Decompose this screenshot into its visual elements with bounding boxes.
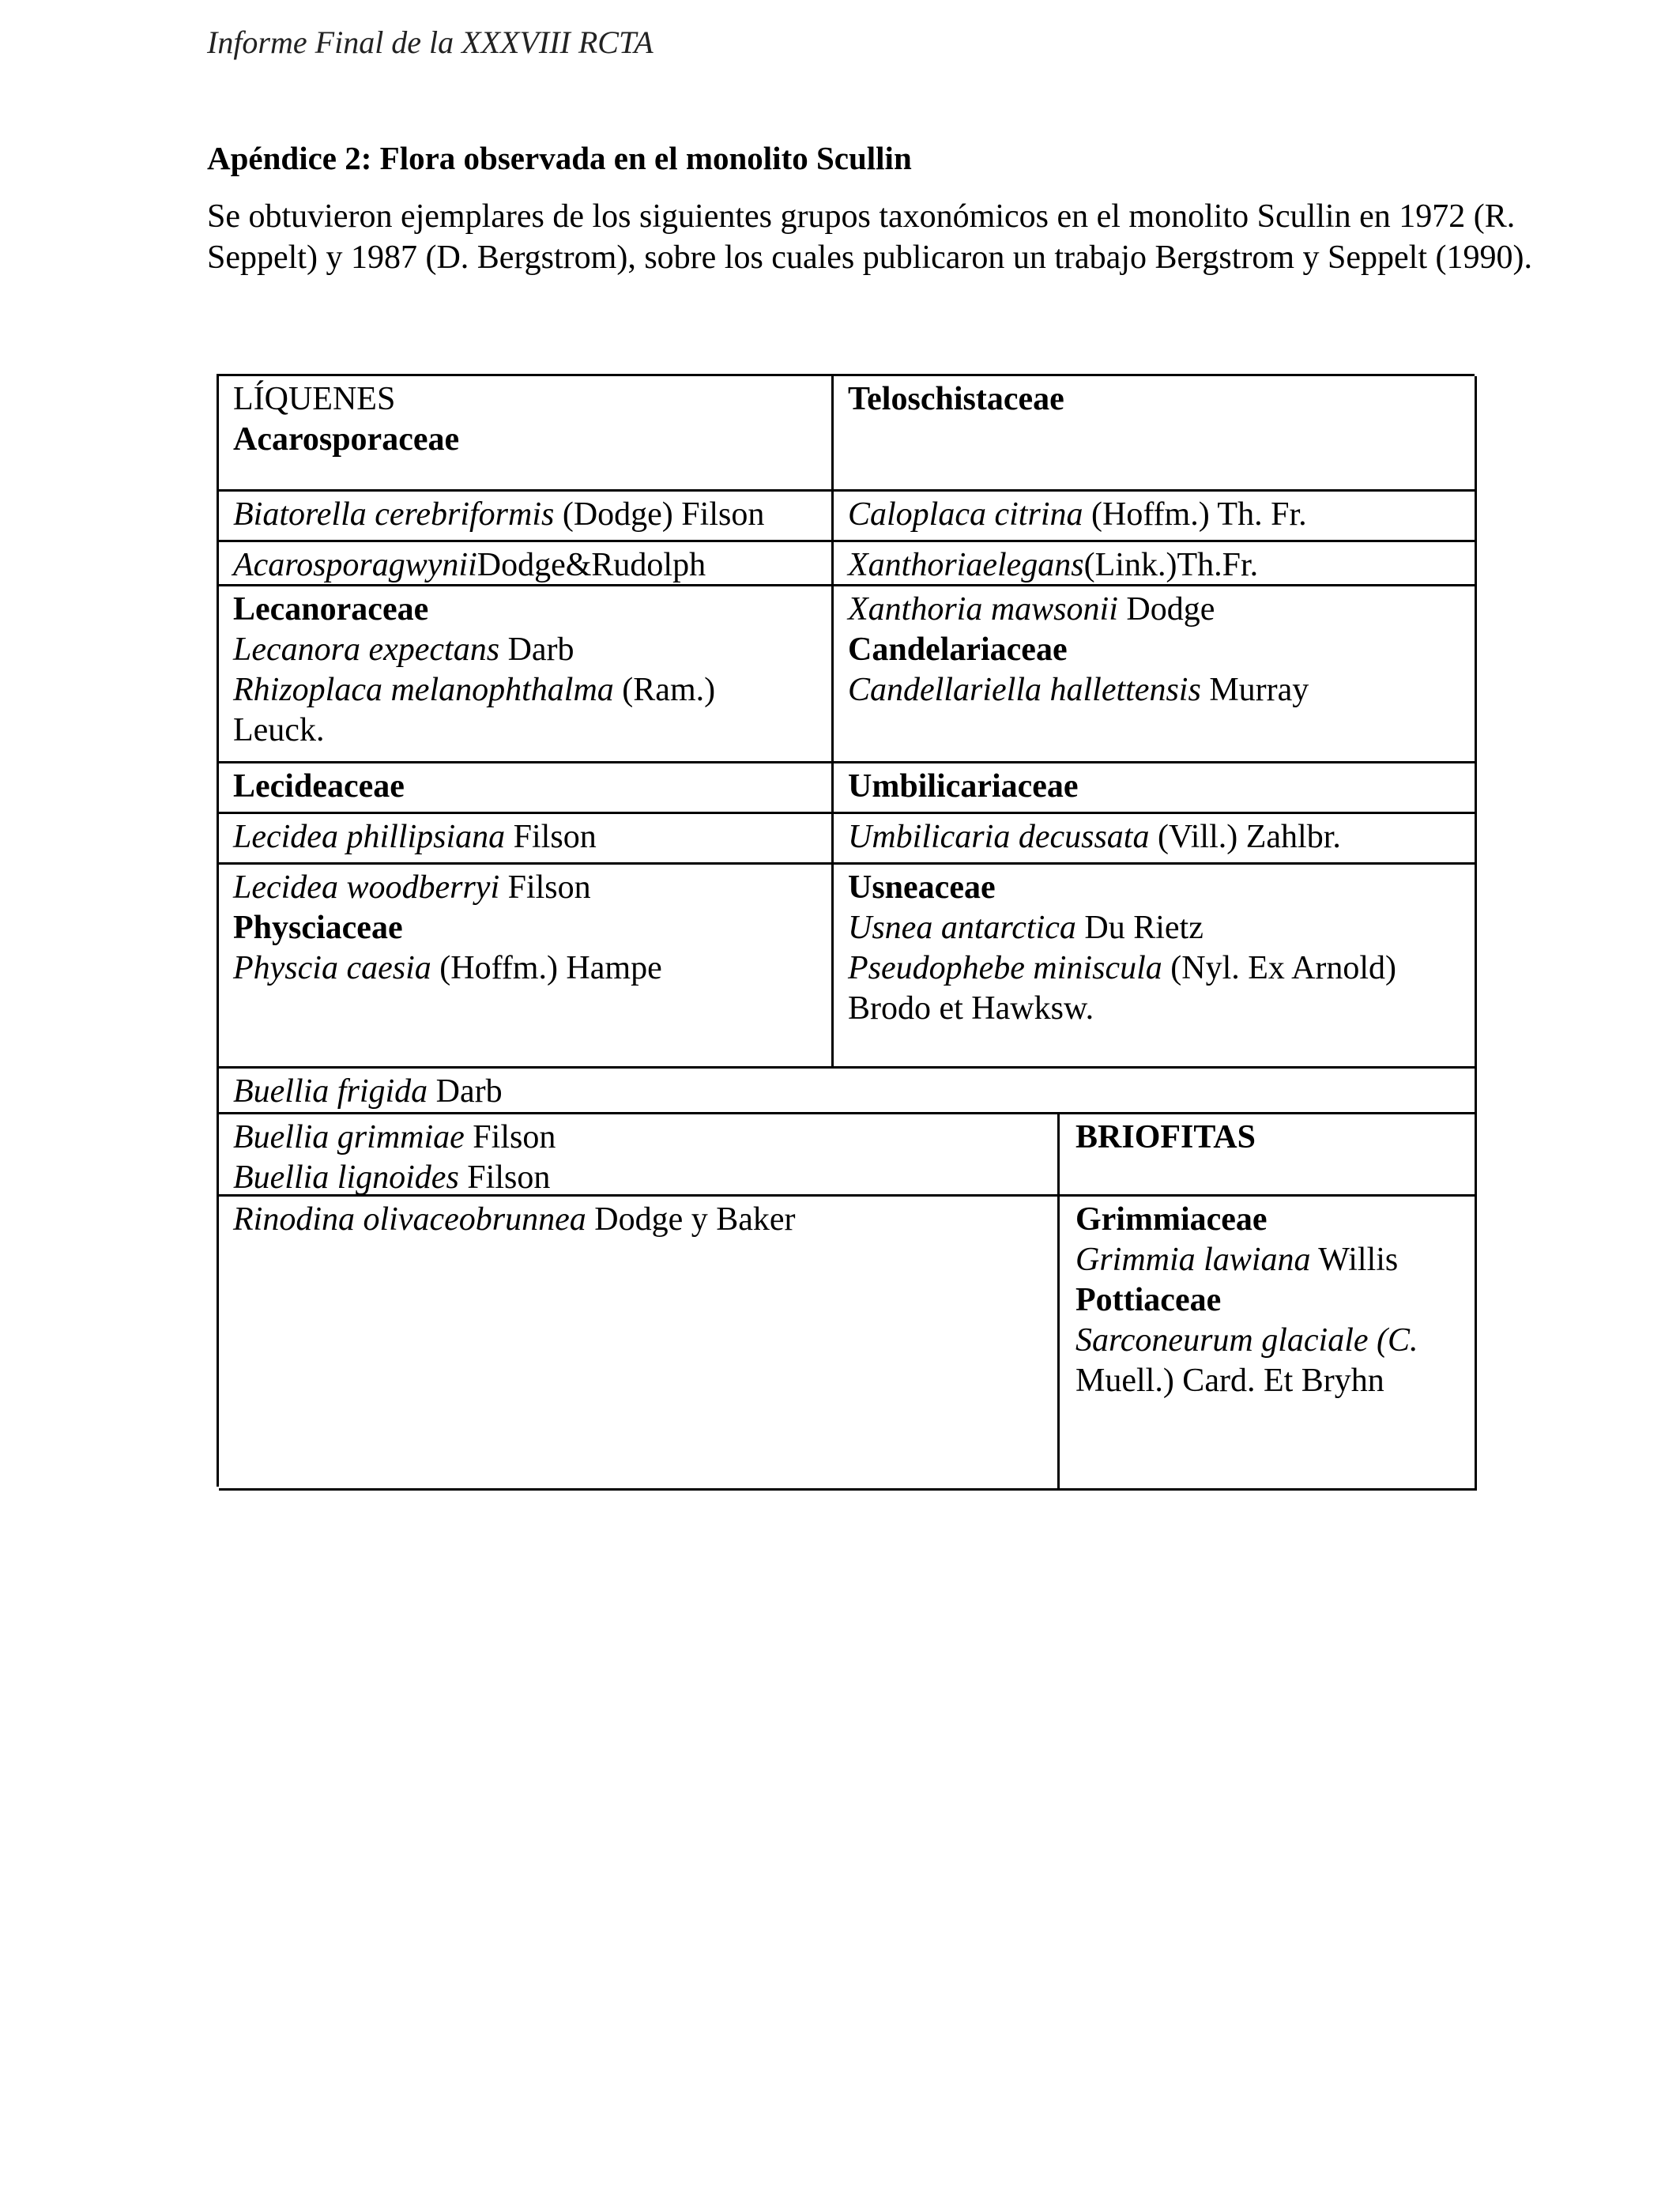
section-heading-briofitas: BRIOFITAS bbox=[1075, 1119, 1256, 1155]
family-name: Lecanoraceae bbox=[233, 591, 429, 628]
table-cell bbox=[219, 1114, 1060, 1197]
table-cell bbox=[834, 865, 1477, 1069]
species-author-continued: Brodo et Hawksw. bbox=[848, 990, 1094, 1027]
species-name: Biatorella cerebriformis bbox=[233, 496, 555, 533]
species-name: Acarosporagwynii bbox=[233, 547, 477, 583]
species-name: Grimmia lawiana bbox=[1075, 1242, 1311, 1278]
table-cell bbox=[219, 542, 834, 586]
family-name: Grimmiaceae bbox=[1075, 1201, 1268, 1238]
table-cell bbox=[834, 492, 1477, 542]
family-name: Umbilicariaceae bbox=[848, 768, 1079, 805]
table-cell bbox=[219, 376, 834, 492]
species-author: Dodge&Rudolph bbox=[477, 547, 706, 583]
species-name: Buellia frigida bbox=[233, 1073, 428, 1110]
species-name: Buellia lignoides bbox=[233, 1159, 459, 1196]
species-name: Rinodina olivaceobrunnea bbox=[233, 1201, 586, 1238]
species-entry bbox=[233, 948, 817, 989]
species-author: Darb bbox=[428, 1073, 503, 1110]
species-name: Rhizoplaca melanophthalma bbox=[233, 672, 614, 708]
species-entry bbox=[848, 545, 1460, 586]
species-entry bbox=[848, 590, 1460, 630]
species-author: (Ram.) bbox=[613, 672, 716, 708]
species-name: Lecanora expectans bbox=[233, 631, 500, 668]
species-author: Du Rietz bbox=[1075, 910, 1203, 946]
species-name: Lecidea woodberryi bbox=[233, 869, 500, 906]
species-entry bbox=[848, 495, 1460, 535]
species-entry bbox=[848, 670, 1460, 711]
species-author: (Link.)Th.Fr. bbox=[1083, 547, 1259, 583]
species-author: Darb bbox=[499, 631, 574, 668]
species-entry bbox=[848, 817, 1460, 858]
table-cell bbox=[219, 865, 834, 1069]
species-author: (Vill.) Zahlbr. bbox=[1149, 819, 1341, 855]
species-name: Buellia grimmiae bbox=[233, 1119, 465, 1155]
family-name: Usneaceae bbox=[848, 869, 996, 906]
family-name: Candelariaceae bbox=[848, 631, 1068, 668]
species-entry bbox=[233, 1118, 1043, 1158]
species-entry bbox=[233, 495, 817, 535]
table-cell bbox=[834, 814, 1477, 865]
intro-paragraph: Se obtuvieron ejemplares de los siguientes grupos taxonómicos en el monolito Scullin en 1972 (R. Seppelt) y 1987 (D. Bergstrom), sobre los cuales publicaron un trabajo Bergstrom y Seppelt (1990). bbox=[207, 198, 1532, 276]
species-name: Lecidea phillipsiana bbox=[233, 819, 506, 855]
species-author: (Nyl. Ex Arnold) bbox=[1162, 950, 1397, 986]
species-author: Willis bbox=[1310, 1242, 1399, 1278]
species-entry bbox=[233, 1200, 1043, 1240]
species-entry bbox=[1075, 1240, 1460, 1280]
species-entry bbox=[233, 1158, 1043, 1197]
species-author: Dodge bbox=[1117, 591, 1215, 628]
species-entry bbox=[233, 670, 817, 711]
species-name: Pseudophebe miniscula bbox=[848, 950, 1162, 986]
species-entry bbox=[848, 948, 1460, 989]
species-entry bbox=[233, 545, 817, 586]
family-name: Physciaceae bbox=[233, 910, 403, 946]
table-cell bbox=[834, 763, 1477, 814]
table-cell bbox=[834, 542, 1477, 586]
species-author: Murray bbox=[1200, 672, 1309, 708]
species-name: Caloplaca citrina bbox=[848, 496, 1083, 533]
running-header: Informe Final de la XXXVIII RCTA bbox=[207, 25, 654, 60]
table-cell bbox=[1060, 1114, 1477, 1197]
table-cell bbox=[219, 586, 834, 763]
family-name: Acarosporaceae bbox=[233, 421, 460, 458]
species-author-continued: Muell.) Card. Et Bryhn bbox=[1075, 1363, 1384, 1399]
species-author: Filson bbox=[499, 869, 591, 906]
table-cell bbox=[219, 1197, 1060, 1491]
page-title: Apéndice 2: Flora observada en el monolito Scullin bbox=[207, 140, 912, 176]
species-name: Candellariella hallettensis bbox=[848, 672, 1201, 708]
species-author: (Dodge) Filson bbox=[554, 496, 765, 533]
species-author: Filson bbox=[505, 819, 597, 855]
species-name: Umbilicaria decussata bbox=[848, 819, 1150, 855]
family-name: Lecideaceae bbox=[233, 768, 405, 805]
flora-table bbox=[217, 374, 1475, 1487]
table-cell bbox=[219, 814, 834, 865]
species-author-continued: Leuck. bbox=[233, 712, 325, 748]
species-entry bbox=[848, 908, 1460, 948]
species-name: Sarconeurum glaciale (C. bbox=[1075, 1322, 1418, 1359]
table-cell bbox=[219, 763, 834, 814]
species-author: (Hoffm.) Hampe bbox=[431, 950, 662, 986]
table-cell bbox=[834, 376, 1477, 492]
section-heading-liquenes: LÍQUENES bbox=[233, 381, 396, 417]
family-name: Teloschistaceae bbox=[848, 381, 1064, 417]
species-name: Xanthoriaelegans bbox=[848, 547, 1084, 583]
table-cell bbox=[1060, 1197, 1477, 1491]
table-cell bbox=[219, 492, 834, 542]
species-author: (Hoffm.) Th. Fr. bbox=[1083, 496, 1307, 533]
species-entry bbox=[233, 1072, 1460, 1112]
species-entry bbox=[233, 630, 817, 670]
species-entry bbox=[233, 817, 817, 858]
species-name: Usnea antarctica bbox=[848, 910, 1076, 946]
species-name: Xanthoria mawsonii bbox=[848, 591, 1118, 628]
species-name: Physcia caesia bbox=[233, 950, 431, 986]
species-author: Filson bbox=[464, 1119, 556, 1155]
family-name: Pottiaceae bbox=[1075, 1282, 1222, 1318]
species-entry bbox=[233, 868, 817, 908]
table-cell bbox=[834, 586, 1477, 763]
table-cell bbox=[219, 1069, 1477, 1114]
species-author: Filson bbox=[458, 1159, 551, 1196]
species-author: Dodge y Baker bbox=[586, 1201, 796, 1238]
